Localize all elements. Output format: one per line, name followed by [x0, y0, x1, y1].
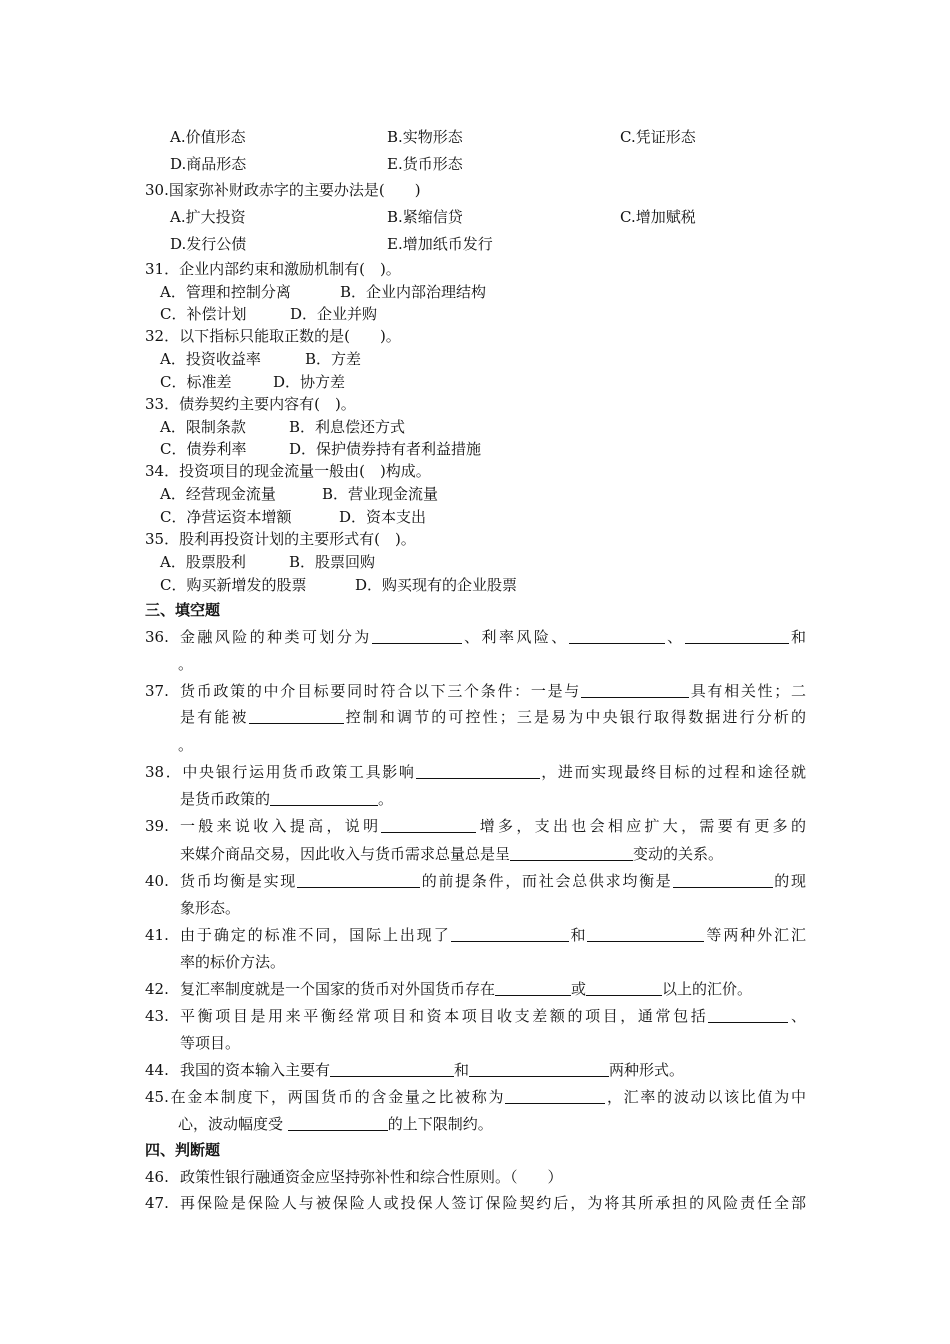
q31-stem: 31．企业内部约束和激励机制有( )。: [145, 260, 401, 278]
q41-blank2: [587, 927, 704, 942]
q43-text2: 、: [788, 1007, 806, 1025]
q44-number: 44.: [145, 1061, 169, 1079]
q45-text4: 的上下限制约。: [387, 1115, 493, 1133]
q39-text2: 增多，支出也会相应扩大，需要有更多的: [476, 817, 806, 835]
q40-text2: 的前提条件，而社会总供求均衡是: [420, 872, 673, 890]
q43-text3: 等项目。: [180, 1034, 241, 1052]
q30-option-b: B.紧缩信贷: [387, 208, 463, 226]
q37-text5: 。: [178, 736, 194, 754]
q41-blank1: [451, 927, 569, 942]
q44-blank2: [469, 1062, 609, 1077]
q30-stem: 30.国家弥补财政赤字的主要办法是( ): [145, 181, 421, 199]
q31-option-b: B．企业内部治理结构: [340, 283, 487, 301]
q29-option-d: D.商品形态: [170, 155, 247, 173]
q45-blank1: [505, 1089, 605, 1104]
q37-blank1: [581, 683, 689, 698]
q35-option-a: A．股票股利: [160, 553, 246, 571]
q35-option-d: D．购买现有的企业股票: [355, 576, 518, 594]
q38-text3: 是货币政策的: [180, 790, 271, 808]
q36-text4: 和: [788, 628, 806, 646]
q42-line1: [180, 979, 752, 999]
q34-stem: 34．投资项目的现金流量一般由( )构成。: [145, 462, 431, 480]
q29-option-a: A.价值形态: [170, 128, 246, 146]
q44-text3: 两种形式。: [609, 1061, 685, 1079]
q40-blank1: [297, 873, 420, 888]
q31-option-c: C．补偿计划: [160, 305, 247, 323]
q41-text4: 率的标价方法。: [180, 953, 286, 971]
q42-blank2: [586, 981, 662, 996]
q36-line1: [180, 627, 806, 647]
q33-option-d: D．保护债券持有者利益措施: [289, 440, 482, 458]
q40-line1: [180, 871, 806, 891]
q30-option-a: A.扩大投资: [170, 208, 246, 226]
q41-text2: 和: [568, 926, 588, 944]
section-heading-fill-in: 三、填空题: [145, 601, 221, 619]
q38-text4: 。: [378, 790, 394, 808]
q43-text1: 平衡项目是用来平衡经常项目和资本项目收支差额的项目，通常包括: [180, 1007, 709, 1025]
q47-text: 再保险是保险人与被保险人或投保人签订保险契约后，为将其所承担的风险责任全部: [180, 1194, 806, 1212]
q39-blank1: [381, 818, 476, 833]
q42-text2: 或: [571, 980, 587, 998]
q38-text1: 38．中央银行运用货币政策工具影响: [145, 763, 416, 781]
q36-text2: 、利率风险、: [461, 628, 569, 646]
q40-blank2: [673, 873, 773, 888]
q44-text1: 我国的资本输入主要有: [180, 1061, 331, 1079]
q36-blank3: [685, 629, 789, 644]
q37-line1: [180, 681, 806, 701]
q34-option-b: B．营业现金流量: [322, 485, 439, 503]
q45-text2: ，汇率的波动以该比值为中: [605, 1088, 806, 1106]
q37-text4: 控制和调节的可控性；三是易为中央银行取得数据进行分析的: [343, 708, 806, 726]
q35-option-c: C．购买新增发的股票: [160, 576, 307, 594]
q41-text3: 等两种外汇汇: [704, 926, 806, 944]
q34-option-c: C．净营运资本增额: [160, 508, 292, 526]
q45-text3: 心，波动幅度受: [178, 1115, 284, 1133]
q39-number: 39.: [145, 817, 169, 835]
q30-option-e: E.增加纸币发行: [387, 235, 493, 253]
q45-text1: 45.在金本制度下，两国货币的含金量之比被称为: [145, 1088, 506, 1106]
q43-line1: [180, 1006, 806, 1026]
q33-stem: 33．债券契约主要内容有( )。: [145, 395, 356, 413]
q45-line2: [178, 1114, 493, 1134]
q31-option-d: D．企业并购: [290, 305, 378, 323]
q37-blank2: [249, 709, 344, 724]
q38-blank2: [270, 791, 378, 806]
q29-option-c: C.凭证形态: [620, 128, 696, 146]
q42-number: 42.: [145, 980, 169, 998]
q40-text4: 象形态。: [180, 899, 241, 917]
q36-number: 36.: [145, 628, 169, 646]
q34-option-d: D．资本支出: [339, 508, 427, 526]
q30-option-c: C.增加赋税: [620, 208, 696, 226]
section-heading-true-false: 四、判断题: [145, 1141, 221, 1159]
q39-line1: [180, 816, 806, 836]
q33-option-c: C．债券利率: [160, 440, 247, 458]
q34-option-a: A．经营现金流量: [160, 485, 276, 503]
q39-text3: 来媒介商品交易，因此收入与货币需求总量总是呈: [180, 845, 511, 863]
q36-text5: 。: [178, 655, 194, 673]
q40-text1: 货币均衡是实现: [180, 872, 298, 890]
q37-number: 37.: [145, 682, 169, 700]
q39-blank2: [510, 846, 633, 861]
q29-option-b: B.实物形态: [387, 128, 463, 146]
q36-text3: 、: [664, 628, 685, 646]
q32-option-b: B．方差: [305, 350, 362, 368]
q38-line1: [145, 762, 806, 782]
q31-option-a: A．管理和控制分离: [160, 283, 291, 301]
q42-text1: 复汇率制度就是一个国家的货币对外国货币存在: [180, 980, 496, 998]
q46-number: 46.: [145, 1168, 169, 1186]
q40-number: 40.: [145, 872, 169, 890]
q42-blank1: [495, 981, 571, 996]
q43-blank1: [708, 1008, 788, 1023]
q37-text3: 是有能被: [180, 708, 249, 726]
q32-option-c: C．标准差: [160, 373, 232, 391]
q44-blank1: [330, 1062, 454, 1077]
q38-text2: ，进而实现最终目标的过程和途径就: [539, 763, 806, 781]
q36-blank2: [569, 629, 665, 644]
q32-option-d: D．协方差: [273, 373, 346, 391]
q40-text3: 的现: [772, 872, 806, 890]
q46-text: 政策性银行融通资金应坚持弥补性和综合性原则。（ ）: [180, 1168, 563, 1186]
q30-option-d: D.发行公债: [170, 235, 247, 253]
q32-option-a: A．投资收益率: [160, 350, 261, 368]
q37-line2: [180, 707, 806, 727]
q29-option-e: E.货币形态: [387, 155, 463, 173]
q41-line1: [180, 925, 806, 945]
q39-text1: 一般来说收入提高，说明: [180, 817, 382, 835]
q39-text4: 变动的关系。: [633, 845, 724, 863]
q47-number: 47.: [145, 1194, 169, 1212]
q45-blank2: [288, 1116, 388, 1131]
q45-line1: [145, 1087, 806, 1107]
q35-stem: 35．股利再投资计划的主要形式有( )。: [145, 530, 416, 548]
q33-option-a: A．限制条款: [160, 418, 246, 436]
q41-text1: 由于确定的标准不同，国际上出现了: [180, 926, 451, 944]
q35-option-b: B．股票回购: [289, 553, 376, 571]
q44-line1: [180, 1060, 684, 1080]
q38-line2: [180, 789, 393, 809]
q37-text1: 货币政策的中介目标要同时符合以下三个条件：一是与: [180, 682, 582, 700]
q37-text2: 具有相关性；二: [689, 682, 806, 700]
q36-blank1: [372, 629, 462, 644]
q44-text2: 和: [454, 1061, 470, 1079]
q41-number: 41.: [145, 926, 169, 944]
q36-text1: 金融风险的种类可划分为: [180, 628, 372, 646]
q43-number: 43.: [145, 1007, 169, 1025]
q32-stem: 32．以下指标只能取正数的是( )。: [145, 327, 401, 345]
q33-option-b: B．利息偿还方式: [289, 418, 406, 436]
q42-text3: 以上的汇价。: [662, 980, 753, 998]
q39-line2: [180, 844, 723, 864]
q38-blank1: [416, 764, 540, 779]
